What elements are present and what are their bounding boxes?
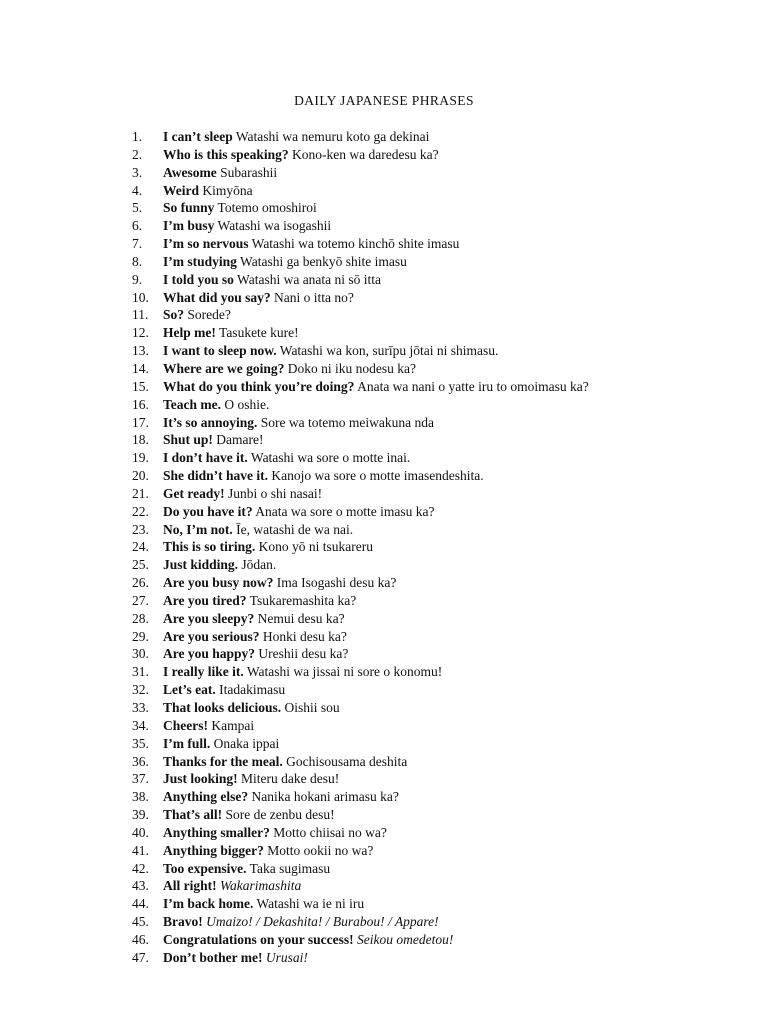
item-number: 17. <box>132 414 149 430</box>
japanese-phrase: Gochisousama deshita <box>286 753 408 769</box>
list-item <box>132 342 642 360</box>
japanese-phrase: Watashi wa anata ni sō itta <box>237 271 382 287</box>
japanese-phrase: Sorede? <box>187 307 231 323</box>
japanese-phrase: Sore wa totemo meiwakuna nda <box>260 414 434 430</box>
item-number: 46. <box>132 931 149 947</box>
japanese-phrase: Nanika hokani arimasu ka? <box>251 789 399 805</box>
list-item <box>132 628 642 646</box>
japanese-phrase: Nani o itta no? <box>274 289 354 305</box>
item-number: 25. <box>132 557 149 573</box>
list-item <box>132 289 642 307</box>
english-phrase: Too expensive. <box>163 860 247 876</box>
english-phrase: She didn’t have it. <box>163 468 269 484</box>
item-number: 24. <box>132 539 149 555</box>
list-item <box>132 449 642 467</box>
english-phrase: Do you have it? <box>163 503 253 519</box>
item-number: 22. <box>132 503 149 519</box>
list-item <box>132 699 642 717</box>
list-item <box>132 199 642 217</box>
japanese-phrase: Kampai <box>211 717 255 733</box>
japanese-phrase: Kono-ken wa daredesu ka? <box>292 146 439 162</box>
item-number: 38. <box>132 789 149 805</box>
list-item <box>132 324 642 342</box>
japanese-phrase: Īe, watashi de wa nai. <box>236 521 354 537</box>
item-number: 36. <box>132 753 149 769</box>
list-item <box>132 735 642 753</box>
japanese-phrase: Watashi wa isogashii <box>217 218 332 234</box>
item-number: 6. <box>132 218 143 234</box>
japanese-phrase: Jōdan. <box>241 557 277 573</box>
english-phrase: Shut up! <box>163 432 213 448</box>
english-phrase: I’m studying <box>163 253 237 269</box>
english-phrase: I don’t have it. <box>163 450 248 466</box>
list-item <box>132 610 642 628</box>
japanese-phrase: Tsukaremashita ka? <box>249 592 357 608</box>
list-item <box>132 770 642 788</box>
item-number: 19. <box>132 450 149 466</box>
japanese-phrase: O oshie. <box>224 396 270 412</box>
item-number: 15. <box>132 378 149 394</box>
japanese-phrase: Watashi wa totemo kinchō shite imasu <box>251 236 460 252</box>
japanese-phrase: Kimyōna <box>202 182 253 198</box>
list-item <box>132 378 642 396</box>
japanese-phrase: Watashi wa jissai ni sore o konomu! <box>246 664 443 680</box>
item-number: 33. <box>132 700 149 715</box>
japanese-phrase: Watashi wa ie ni iru <box>256 896 365 912</box>
japanese-phrase: Doko ni iku nodesu ka? <box>287 360 416 376</box>
item-number: 47. <box>132 949 149 965</box>
japanese-phrase: Anata wa nani o yatte iru to omoimasu ka? <box>357 378 589 394</box>
list-item <box>132 949 642 967</box>
item-number: 8. <box>132 253 143 269</box>
list-item <box>132 895 642 913</box>
item-number: 35. <box>132 735 149 751</box>
english-phrase: I’m so nervous <box>163 236 249 252</box>
english-phrase: I’m full. <box>163 735 211 751</box>
japanese-phrase: Watashi ga benkyō shite imasu <box>240 253 407 269</box>
item-number: 37. <box>132 771 149 787</box>
english-phrase: What do you think you’re doing? <box>163 378 355 394</box>
item-number: 9. <box>132 271 143 287</box>
english-phrase: I want to sleep now. <box>163 343 277 359</box>
english-phrase: Get ready! <box>163 485 225 501</box>
item-number: 30. <box>132 646 149 662</box>
document-title: DAILY JAPANESE PHRASES <box>294 93 474 108</box>
list-item <box>132 521 642 539</box>
item-number: 23. <box>132 521 149 537</box>
english-phrase: All right! <box>163 878 217 894</box>
item-number: 14. <box>132 360 149 376</box>
list-item <box>132 877 642 895</box>
list-item <box>132 271 642 289</box>
english-phrase: Are you tired? <box>163 592 247 608</box>
list-item <box>132 913 642 931</box>
english-phrase: So funny <box>163 200 215 216</box>
list-item <box>132 503 642 521</box>
item-number: 16. <box>132 396 149 412</box>
item-number: 7. <box>132 236 143 252</box>
list-item <box>132 556 642 574</box>
japanese-phrase: Nemui desu ka? <box>257 610 345 626</box>
japanese-phrase: Wakarimashita <box>220 878 302 894</box>
list-item <box>132 253 642 271</box>
list-item <box>132 788 642 806</box>
item-number: 11. <box>132 307 149 323</box>
list-item <box>132 164 642 182</box>
item-number: 34. <box>132 717 149 733</box>
list-item <box>132 235 642 253</box>
japanese-phrase: Junbi o shi nasai! <box>227 485 323 501</box>
english-phrase: Are you serious? <box>163 628 260 644</box>
japanese-phrase: Anata wa sore o motte imasu ka? <box>255 503 435 519</box>
list-item <box>132 806 642 824</box>
japanese-phrase: Damare! <box>216 432 264 448</box>
english-phrase: Teach me. <box>163 396 221 412</box>
item-number: 12. <box>132 325 149 341</box>
list-item <box>132 753 642 771</box>
japanese-phrase: Honki desu ka? <box>262 628 347 644</box>
list-item <box>132 146 642 164</box>
list-item <box>132 645 642 663</box>
list-item <box>132 182 642 200</box>
item-number: 28. <box>132 610 149 626</box>
english-phrase: Bravo! <box>163 914 203 930</box>
english-phrase: Are you happy? <box>163 646 256 662</box>
list-item <box>132 824 642 842</box>
english-phrase: Let’s eat. <box>163 682 216 698</box>
list-item <box>132 128 642 146</box>
japanese-phrase: Miteru dake desu! <box>241 771 340 787</box>
item-number: 5. <box>132 200 143 216</box>
english-phrase: Who is this speaking? <box>163 146 289 162</box>
item-number: 43. <box>132 878 149 894</box>
list-item <box>132 485 642 503</box>
item-number: 40. <box>132 824 149 840</box>
japanese-phrase: Watashi wa sore o motte inai. <box>250 450 411 466</box>
list-item <box>132 217 642 235</box>
japanese-phrase: Subarashii <box>220 164 278 180</box>
list-item <box>132 681 642 699</box>
english-phrase: Just looking! <box>163 771 238 787</box>
japanese-phrase: Totemo omoshiroi <box>217 200 317 216</box>
list-item <box>132 663 642 681</box>
list-item <box>132 717 642 735</box>
english-phrase: Help me! <box>163 325 216 341</box>
english-phrase: What did you say? <box>163 289 271 305</box>
item-number: 26. <box>132 575 149 591</box>
japanese-phrase: Tasukete kure! <box>219 325 299 341</box>
english-phrase: Anything else? <box>163 789 249 805</box>
japanese-phrase: Watashi wa nemuru koto ga dekinai <box>235 129 430 144</box>
item-number: 44. <box>132 896 149 912</box>
english-phrase: I really like it. <box>163 664 244 680</box>
item-number: 42. <box>132 860 149 876</box>
english-phrase: Anything bigger? <box>163 842 264 858</box>
english-phrase: Don’t bother me! <box>163 949 263 965</box>
list-item <box>132 860 642 878</box>
english-phrase: Weird <box>163 182 199 198</box>
list-item <box>132 592 642 610</box>
japanese-phrase: Ureshii desu ka? <box>258 646 349 662</box>
japanese-phrase: Seikou omedetou! <box>357 931 454 947</box>
list-item <box>132 396 642 414</box>
japanese-phrase: Oishii sou <box>284 700 340 715</box>
list-item <box>132 467 642 485</box>
english-phrase: So? <box>163 307 185 323</box>
english-phrase: Where are we going? <box>163 360 285 376</box>
japanese-phrase: Ima Isogashi desu ka? <box>276 575 397 591</box>
item-number: 29. <box>132 628 149 644</box>
item-number: 18. <box>132 432 149 448</box>
english-phrase: This is so tiring. <box>163 539 256 555</box>
japanese-phrase: Itadakimasu <box>219 682 286 698</box>
japanese-phrase: Motto chiisai no wa? <box>273 824 387 840</box>
item-number: 10. <box>132 289 149 305</box>
japanese-phrase: Taka sugimasu <box>249 860 331 876</box>
item-number: 31. <box>132 664 149 680</box>
english-phrase: I told you so <box>163 271 234 287</box>
item-number: 45. <box>132 914 149 930</box>
list-item <box>132 431 642 449</box>
phrase-list <box>132 128 642 967</box>
item-number: 39. <box>132 807 149 823</box>
item-number: 4. <box>132 182 143 198</box>
english-phrase: Thanks for the meal. <box>163 753 283 769</box>
english-phrase: Anything smaller? <box>163 824 270 840</box>
japanese-phrase: Kono yō ni tsukareru <box>258 539 374 555</box>
english-phrase: I’m back home. <box>163 896 254 912</box>
item-number: 13. <box>132 343 149 359</box>
english-phrase: Congratulations on your success! <box>163 931 354 947</box>
item-number: 27. <box>132 592 149 608</box>
english-phrase: Cheers! <box>163 717 208 733</box>
item-number: 21. <box>132 485 149 501</box>
english-phrase: I can’t sleep <box>163 129 233 144</box>
english-phrase: Awesome <box>163 164 217 180</box>
list-item <box>132 538 642 556</box>
item-number: 20. <box>132 468 149 484</box>
item-number: 1. <box>132 129 143 144</box>
japanese-phrase: Kanojo wa sore o motte imasendeshita. <box>271 468 484 484</box>
japanese-phrase: Urusai! <box>265 949 308 965</box>
english-phrase: No, I’m not. <box>163 521 233 537</box>
english-phrase: I’m busy <box>163 218 215 234</box>
english-phrase: It’s so annoying. <box>163 414 258 430</box>
english-phrase: That looks delicious. <box>163 700 282 715</box>
japanese-phrase: Sore de zenbu desu! <box>225 807 335 823</box>
japanese-phrase: Umaizo! / Dekashita! / Burabou! / Appare! <box>206 914 439 930</box>
item-number: 32. <box>132 682 149 698</box>
item-number: 3. <box>132 164 143 180</box>
item-number: 41. <box>132 842 149 858</box>
japanese-phrase: Motto ookii no wa? <box>267 842 374 858</box>
list-item <box>132 414 642 432</box>
japanese-phrase: Onaka ippai <box>213 735 280 751</box>
japanese-phrase: Watashi wa kon, surīpu jōtai ni shimasu. <box>279 343 499 359</box>
list-item <box>132 306 642 324</box>
english-phrase: That’s all! <box>163 807 223 823</box>
list-item <box>132 842 642 860</box>
english-phrase: Just kidding. <box>163 557 239 573</box>
english-phrase: Are you sleepy? <box>163 610 255 626</box>
list-item <box>132 574 642 592</box>
item-number: 2. <box>132 146 143 162</box>
english-phrase: Are you busy now? <box>163 575 274 591</box>
list-item <box>132 931 642 949</box>
list-item <box>132 360 642 378</box>
